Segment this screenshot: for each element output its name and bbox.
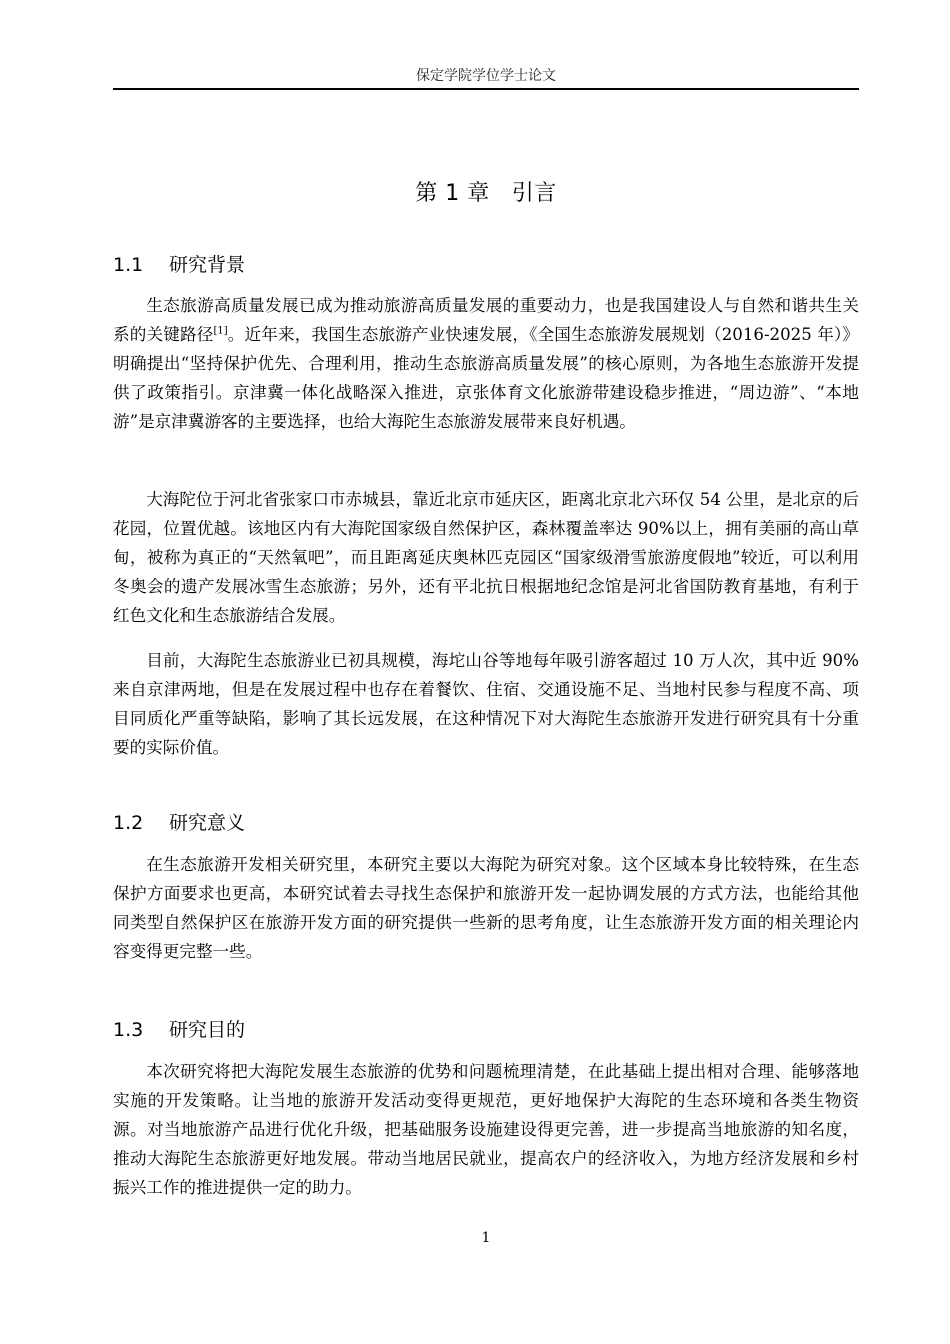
- citation-reference[interactable]: [1]: [213, 325, 228, 337]
- section-number: 1.1: [113, 254, 144, 276]
- running-header: 保定学院学位学士论文: [416, 68, 556, 84]
- paragraph-text: 。近年来，我国生态旅游产业快速发展，《全国生态旅游发展规划（2016-2025 年）》明确提出“坚持保护优先、合理利用，推动生态旅游高质量发展”的核心原则，为各地生态旅游开发提供了政策指引。京津冀一体化战略深入推进，京张体育文化旅游带建设稳步推进，“周边游”、“本地游”是京津冀游客的主要选择，也给大海陀生态旅游发展带来良好机遇。: [113, 325, 859, 431]
- section-title: 研究意义: [169, 812, 246, 834]
- section-title: 研究目的: [169, 1019, 246, 1041]
- paragraph-purpose: 本次研究将把大海陀发展生态旅游的优势和问题梳理清楚，在此基础上提出相对合理、能够落地实施的开发策略。让当地的旅游开发活动变得更规范，更好地保护大海陀的生态环境和各类生物资源。对当地旅游产品进行优化升级，把基础服务设施建设得更完善，进一步提高当地旅游的知名度，推动大海陀生态旅游更好地发展。带动当地居民就业，提高农户的经济收入，为地方经济发展和乡村振兴工作的推进提供一定的助力。: [113, 1062, 859, 1197]
- section-heading-1-1: [113, 251, 859, 279]
- header-rule: [113, 88, 859, 90]
- section-heading-1-3: [113, 1016, 859, 1044]
- paragraph-background-1: [113, 291, 859, 436]
- paragraph-background-3: 目前，大海陀生态旅游业已初具规模，海坨山谷等地每年吸引游客超过 10 万人次，其中近 90%来自京津两地，但是在发展过程中也存在着餐饮、住宿、交通设施不足、当地村民参与程度不高、项目同质化严重等缺陷，影响了其长远发展，在这种情况下对大海陀生态旅游开发进行研究具有十分重要的实际价值。: [113, 651, 859, 757]
- chapter-number: 第 1 章: [415, 181, 490, 206]
- section-number: 1.3: [113, 1019, 144, 1041]
- section-number: 1.2: [113, 812, 144, 834]
- chapter-title: [113, 178, 859, 210]
- chapter-name: 引言: [511, 181, 557, 206]
- paragraph-background-2: 大海陀位于河北省张家口市赤城县，靠近北京市延庆区，距离北京北六环仅 54 公里，是北京的后花园，位置优越。该地区内有大海陀国家级自然保护区，森林覆盖率达 90%以上，拥有美丽的高山草甸，被称为真正的“天然氧吧”，而且距离延庆奥林匹克园区“国家级滑雪旅游度假地”较近，可以利用冬奥会的遗产发展冰雪生态旅游；另外，还有平北抗日根据地纪念馆是河北省国防教育基地，有利于红色文化和生态旅游结合发展。: [113, 490, 859, 625]
- paragraph-significance: 在生态旅游开发相关研究里，本研究主要以大海陀为研究对象。这个区域本身比较特殊，在生态保护方面要求也更高，本研究试着去寻找生态保护和旅游开发一起协调发展的方式方法，也能给其他同类型自然保护区在旅游开发方面的研究提供一些新的思考角度，让生态旅游开发方面的相关理论内容变得更完整一些。: [113, 855, 859, 961]
- paragraph-text: 生态旅游高质量发展已成为推动旅游高质量发展的重要动力，也是我国建设人与自然和谐共生关系的关键路径: [113, 296, 859, 344]
- section-title: 研究背景: [169, 254, 246, 276]
- section-heading-1-2: [113, 809, 859, 837]
- page-number: 1: [481, 1230, 491, 1246]
